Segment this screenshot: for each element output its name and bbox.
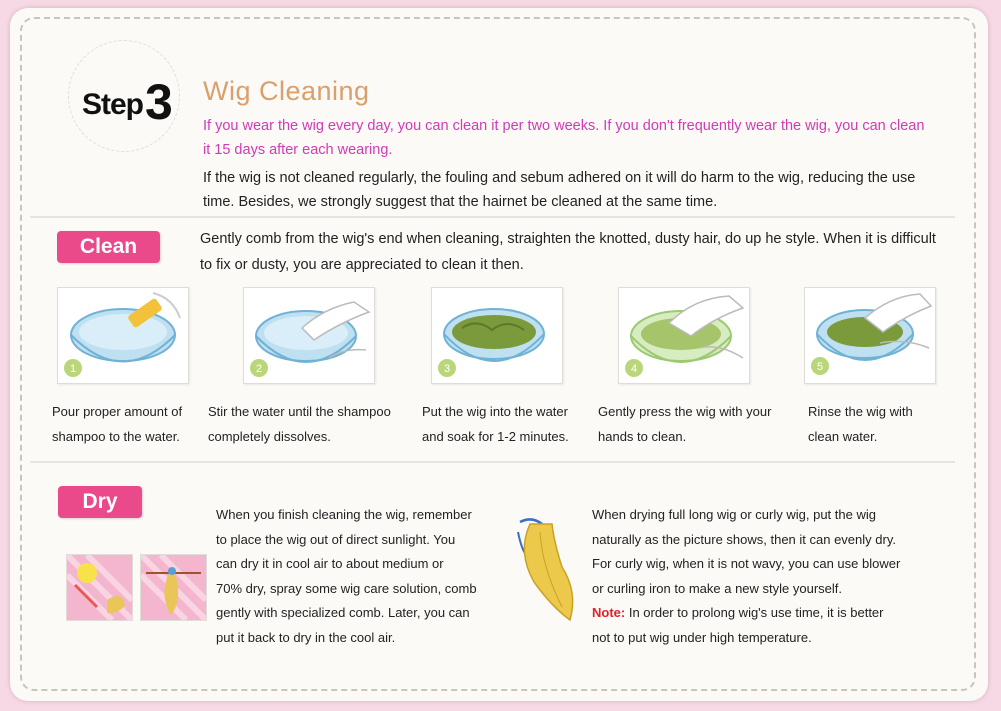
- note-line-1: [592, 601, 952, 626]
- note-label: Note:: [592, 605, 626, 620]
- step-3-caption: Put the wig into the water and soak for 1-2 minutes.: [422, 404, 569, 444]
- step-number: 3: [145, 74, 172, 130]
- step-1-number: 1: [69, 363, 77, 375]
- note-text-1: In order to prolong wig's use time, it is better: [625, 605, 884, 620]
- step-3-number: 3: [443, 363, 451, 375]
- section-divider-2: [30, 461, 955, 463]
- step-5-number: 5: [816, 361, 824, 373]
- step-2-caption: Stir the water until the shampoo completely dissolves.: [208, 404, 391, 444]
- section-divider: [30, 216, 955, 218]
- step-5-caption: Rinse the wig with clean water.: [808, 404, 913, 444]
- step-4-caption: Gently press the wig with your hands to clean.: [598, 404, 772, 444]
- step-word: Step: [82, 88, 144, 121]
- intro-frequency-text: If you wear the wig every day, you can clean it per two weeks. If you don't frequently wear the wig, you can clean it 15 days after each wearing.: [203, 118, 925, 158]
- step-3-illustration: [431, 287, 563, 384]
- step-2-number: 2: [255, 363, 263, 375]
- hanging-long-wig-illustration: [512, 512, 582, 624]
- page-title: Wig Cleaning: [203, 76, 370, 106]
- step-1-caption: Pour proper amount of shampoo to the water.: [52, 404, 183, 444]
- dry-badge: Dry: [58, 486, 142, 518]
- note-text-2: not to put wig under high temperature.: [592, 629, 812, 645]
- step-2-illustration: [243, 287, 375, 384]
- clean-badge: Clean: [57, 231, 160, 263]
- step-4-illustration: [618, 287, 750, 384]
- clean-instructions: Gently comb from the wig's end when cleaning, straighten the knotted, dusty hair, do up he style. When it is difficult to fix or dusty, you are appreciated to clean it then.: [200, 231, 936, 273]
- step-5-illustration: [804, 287, 936, 384]
- dry-instructions-left: When you finish cleaning the wig, remember to place the wig out of direct sunlight. You can dry it in cool air to about medium or 70% dry, spray some wig care solution, comb gently with specialized comb. Later, you can put it back to dry in the cool air.: [216, 507, 477, 645]
- intro-importance-text: If the wig is not cleaned regularly, the fouling and sebum adhered on it will do harm to the wig, reducing the use time. Besides, we strongly suggest that the hairnet be cleaned at the same time.: [203, 170, 916, 210]
- hang-drying-illustration: [140, 554, 207, 621]
- sun-drying-illustration: [66, 554, 133, 621]
- dry-instructions-right: When drying full long wig or curly wig, put the wig naturally as the picture shows, then it can evenly dry. For curly wig, when it is not wavy, you can use blower or curling iron to make a new style yourself. Note: In order to prolong wig's use time, it is better not to put wig under high temperature.: [592, 503, 952, 650]
- step-heading: [82, 68, 172, 130]
- step-1-illustration: [57, 287, 189, 384]
- step-4-number: 4: [630, 363, 638, 375]
